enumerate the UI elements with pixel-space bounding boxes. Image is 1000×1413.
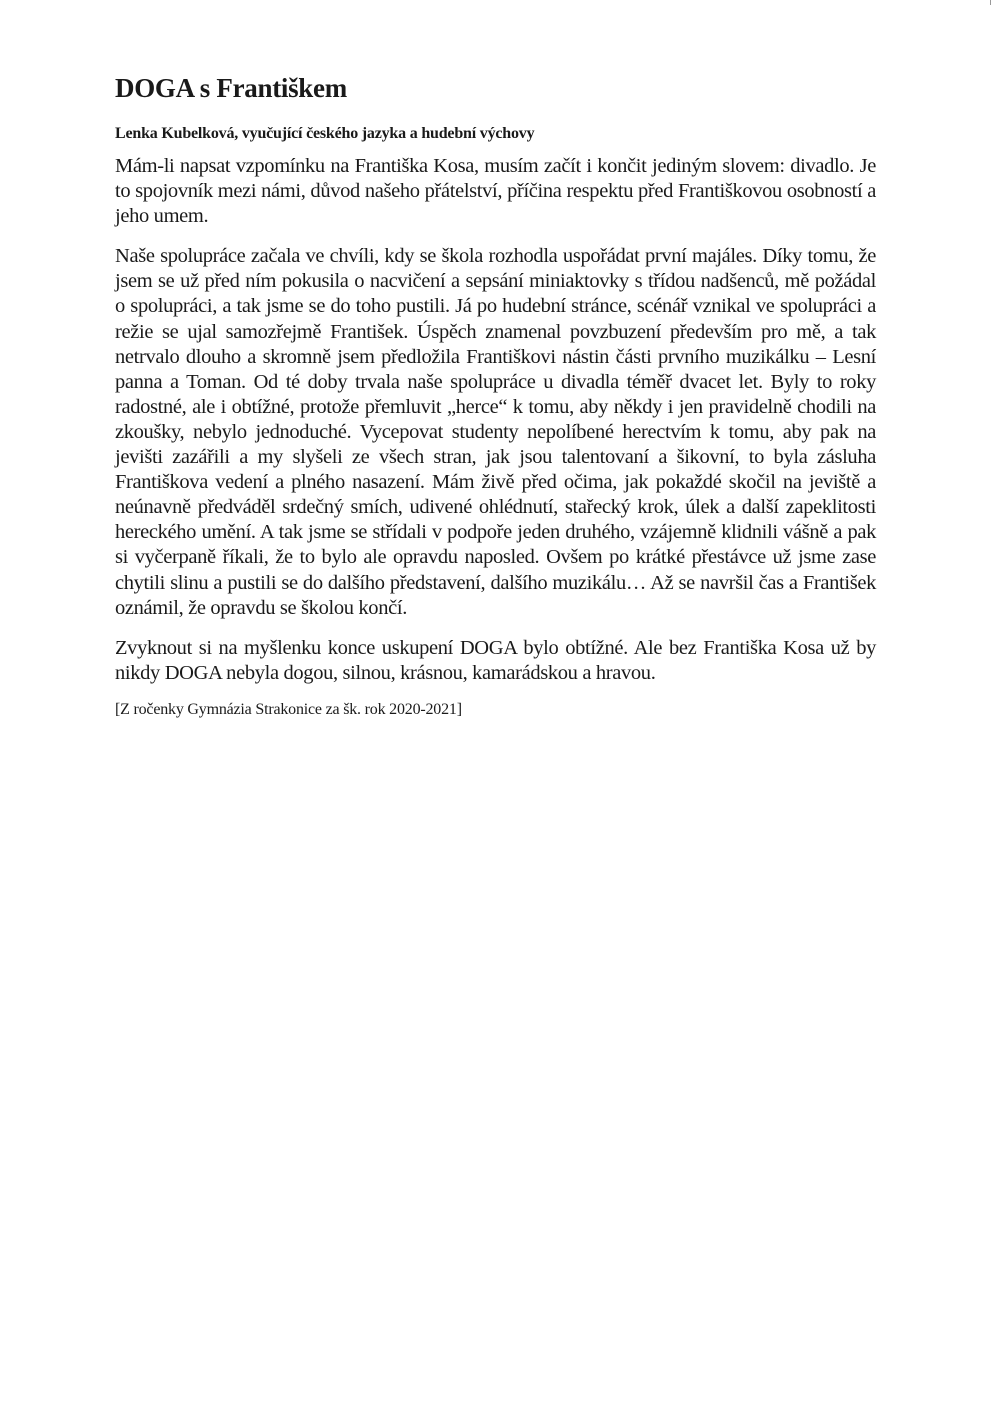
article-title: DOGA s Františkem — [115, 73, 347, 103]
article-author: Lenka Kubelková, vyučující českého jazyka a hudební výchovy — [115, 125, 535, 142]
paragraph-2: Naše spolupráce začala ve chvíli, kdy se škola rozhodla uspořádat první majáles. Díky tomu, že jsem se už před ním pokusila o nacvičení a sepsání miniaktovky s třídou nadšenců, mě požádal o spolupráci, a tak jsme se do toho pustili. Já po hudební stránce, scénář vznikal ve spolupráci a režie se ujal samozřejmě František. Úspěch znamenal povzbuzení především pro mě, a tak netrvalo dlouho a skromně jsem předložila Františkovi nástin části prvního muzikálku – Lesní panna a Toman. Od té doby trvala naše spolupráce u divadla téměř dvacet let. Byly to roky radostné, ale i obtížné, protože přemluvit „herce“ k tomu, aby někdy i jen pravidelně chodili na zkoušky, nebylo jednoduché. Vycepovat studenty nepolíbené herectvím k tomu, aby pak na jevišti zazářili a my slyšeli ze všech stran, jak jsou talentovaní a šikovní, to byla zásluha Františkova vedení a plného nasazení. Mám živě před očima, jak pokaždé skočil na jeviště a neúnavně předváděl srdečný smích, udivené ohlédnutí, stařecký krok, úlek a další zapeklitosti hereckého umění. A tak jsme se střídali v podpoře jeden druhého, vzájemně klidnili vášně a pak si vyčerpaně říkali, že to bylo ale opravdu naposled. Ovšem po krátké přestávce už jsme zase chytili slinu a pustili se do dalšího představení, dalšího muzikálu… Až se navršil čas a František oznámil, že opravdu se školou končí. — [115, 245, 876, 619]
document-page — [115, 70, 876, 721]
article-body — [115, 154, 876, 686]
paragraph-3: Zvyknout si na myšlenku konce uskupení DOGA bylo obtížné. Ale bez Františka Kosa už by nikdy DOGA nebyla dogou, silnou, krásnou, kamarádskou a hravou. — [115, 636, 876, 684]
scan-corner-mark — [990, 0, 991, 5]
paragraph-1: Mám-li napsat vzpomínku na Františka Kosa, musím začít i končit jediným slovem: divadlo. Je to spojovník mezi námi, důvod našeho přátelství, příčina respektu před Františkovou osobností a jeho umem. — [115, 155, 876, 228]
source-note: [Z ročenky Gymnázia Strakonice za šk. rok 2020-2021] — [115, 700, 462, 718]
